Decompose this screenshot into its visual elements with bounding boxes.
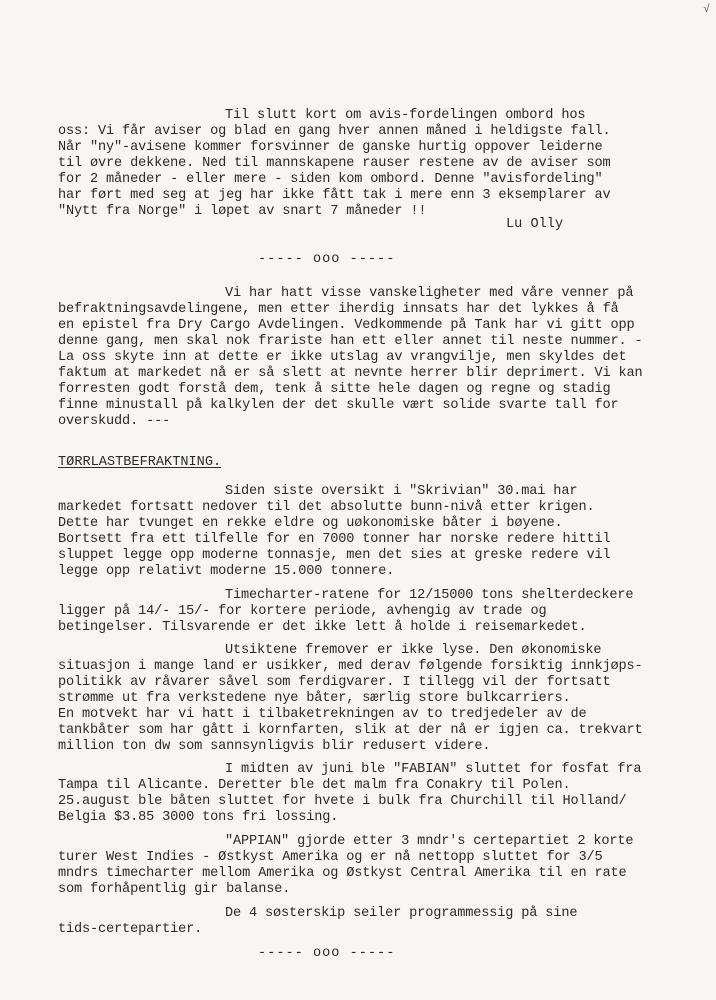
text-line: Til slutt kort om avis-fordelingen ombord hos: [225, 108, 586, 123]
text-line: sluppet legge opp moderne tonnasje, men det sies at greske redere vil: [58, 548, 611, 563]
text-line: million ton dw som sannsynligvis blir redusert videre.: [58, 739, 491, 754]
text-line: en epistel fra Dry Cargo Avdelingen. Vedkommende på Tank har vi gitt opp: [58, 318, 635, 333]
text-line: betingelser. Tilsvarende er det ikke lett å holde i reisemarkedet.: [58, 620, 587, 635]
text-line: oss: Vi får aviser og blad en gang hver annen måned i heldigste fall.: [58, 124, 611, 139]
text-line: Dette har tvunget en rekke eldre og uøkonomiske båter i bøyene.: [58, 516, 563, 531]
text-line: "Nytt fra Norge" i løpet av snart 7 måneder !!: [58, 204, 427, 219]
text-line: "APPIAN" gjorde etter 3 mndr's certepartiet 2 korte: [225, 834, 634, 849]
text-line: turer West Indies - Østkyst Amerika og er nå nettopp sluttet for 3/5: [58, 850, 603, 865]
text-line: situasjon i mange land er usikker, med derav følgende forsiktig innkjøps-: [58, 659, 643, 674]
text-line: 25.august ble båten sluttet for hvete i bulk fra Churchill til Holland/: [58, 794, 627, 809]
text-line: Vi har hatt visse vanskeligheter med våre venner på: [225, 286, 634, 301]
text-line: Tampa til Alicante. Deretter ble det malm fra Conakry til Polen.: [58, 778, 571, 793]
text-line: Utsiktene fremover er ikke lyse. Den økonomiske: [225, 643, 602, 658]
text-line: overskudd. ---: [58, 414, 171, 429]
separator: ----- ooo -----: [258, 252, 396, 267]
text-line: faktum at markedet nå er så slett at nevnte herrer blir deprimert. Vi kan: [58, 366, 643, 381]
text-line: mndrs timecharter mellom Amerika og Østkyst Central Amerika til en rate: [58, 866, 627, 881]
text-line: Når "ny"-avisene kommer forsvinner de ganske hurtig oppover leiderne: [58, 140, 603, 155]
corner-mark: √: [703, 4, 710, 16]
text-line: legge opp relativt moderne 15.000 tonnere.: [58, 564, 395, 579]
text-line: forresten godt forstå dem, tenk å sitte hele dagen og regne og stadig: [58, 382, 611, 397]
text-line: La oss skyte inn at dette er ikke utslag av vrangvilje, men skyldes det: [58, 350, 627, 365]
text-line: I midten av juni ble "FABIAN" sluttet for fosfat fra: [225, 762, 642, 777]
text-line: Bortsett fra ett tilfelle for en 7000 tonner har norske redere hittil: [58, 532, 611, 547]
text-line: ligger på 14/- 15/- for kortere periode, avhengig av trade og: [58, 604, 547, 619]
separator: ----- ooo -----: [258, 946, 396, 961]
text-line: har ført med seg at jeg har ikke fått tak i mere enn 3 eksemplarer av: [58, 188, 611, 203]
text-line: markedet fortsatt nedover til det absolutte bunn-nivå etter krigen.: [58, 500, 595, 515]
section-heading: TØRRLASTBEFRAKTNING.: [58, 455, 222, 470]
text-line: for 2 måneder - eller mere - siden kom ombord. Denne "avisfordeling": [58, 172, 603, 187]
text-line: denne gang, men skal nok frariste han ett eller annet til neste nummer. -: [58, 334, 643, 349]
text-line: tankbåter som har gått i kornfarten, slik at der nå er igjen ca. trekvart: [58, 723, 643, 738]
text-line: som forhåpentlig gir balanse.: [58, 882, 291, 897]
text-line: finne minustall på kalkylen der det skulle vært solide svarte tall for: [58, 398, 619, 413]
text-line: strømme ut fra verkstedene nye båter, særlig store bulkcarriers.: [58, 691, 571, 706]
text-line: Siden siste oversikt i "Skrivian" 30.mai har: [225, 484, 578, 499]
text-line: Belgia $3.85 3000 tons fri lossing.: [58, 810, 339, 825]
text-line: politikk av råvarer såvel som ferdigvarer. I tillegg vil der fortsatt: [58, 675, 611, 690]
text-line: tids-certepartier.: [58, 922, 203, 937]
text-line: De 4 søsterskip seiler programmessig på sine: [225, 906, 578, 921]
text-line: En motvekt har vi hatt i tilbaketrekningen av to tredjedeler av de: [58, 707, 587, 722]
text-line: til øvre dekkene. Ned til mannskapene rauser restene av de aviser som: [58, 156, 611, 171]
text-line: Timecharter-ratene for 12/15000 tons shelterdeckere: [225, 588, 634, 603]
text-line: befraktningsavdelingene, men etter iherdig innsats har det lykkes å få: [58, 302, 619, 317]
signature: Lu Olly: [506, 217, 564, 232]
